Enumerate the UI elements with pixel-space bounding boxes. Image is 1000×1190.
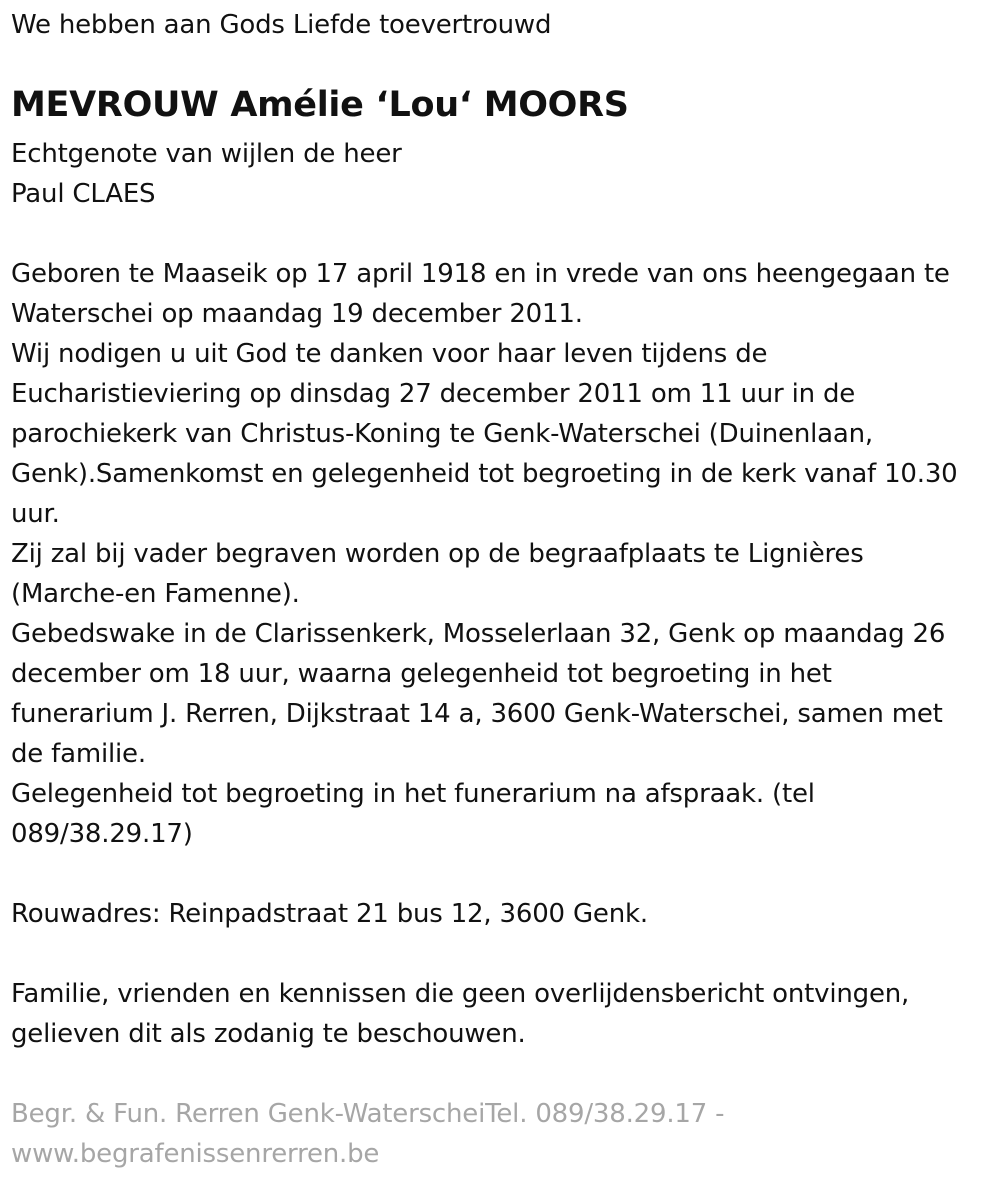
body-line: december om 18 uur, waarna gelegenheid tot begroeting in het [11,659,832,689]
body-line: parochiekerk van Christus-Koning te Genk-Waterschei (Duinenlaan, [11,419,873,449]
body-line: Gebedswake in de Clarissenkerk, Mosselerlaan 32, Genk op maandag 26 [11,619,946,649]
funeral-home-contact: Begr. & Fun. Rerren Genk-WaterscheiTel. 089/38.29.17 - [11,1099,725,1129]
mourning-address: Rouwadres: Reinpadstraat 21 bus 12, 3600 Genk. [11,899,648,929]
funeral-home-website: www.begrafenissenrerren.be [11,1139,380,1169]
intro-text: We hebben aan Gods Liefde toevertrouwd [11,10,552,40]
body-line: Zij zal bij vader begraven worden op de begraafplaats te Lignières [11,539,864,569]
body-line: de familie. [11,739,146,769]
body-line: Geboren te Maaseik op 17 april 1918 en in vrede van ons heengegaan te [11,259,950,289]
body-line: (Marche-en Famenne). [11,579,300,609]
notice-line: gelieven dit als zodanig te beschouwen. [11,1019,526,1049]
deceased-name: MEVROUW Amélie ‘Lou‘ MOORS [11,85,629,125]
notice-line: Familie, vrienden en kennissen die geen overlijdensbericht ontvingen, [11,979,910,1009]
body-line: Gelegenheid tot begroeting in het funerarium na afspraak. (tel [11,779,815,809]
body-line: Genk).Samenkomst en gelegenheid tot begroeting in de kerk vanaf 10.30 [11,459,958,489]
spouse-line: Echtgenote van wijlen de heer [11,139,402,169]
body-line: funerarium J. Rerren, Dijkstraat 14 a, 3600 Genk-Waterschei, samen met [11,699,943,729]
body-line: Waterschei op maandag 19 december 2011. [11,299,583,329]
body-line: Wij nodigen u uit God te danken voor haar leven tijdens de [11,339,768,369]
spouse-name: Paul CLAES [11,179,156,209]
body-line: uur. [11,499,60,529]
body-line: 089/38.29.17) [11,819,193,849]
body-line: Eucharistieviering op dinsdag 27 december 2011 om 11 uur in de [11,379,856,409]
